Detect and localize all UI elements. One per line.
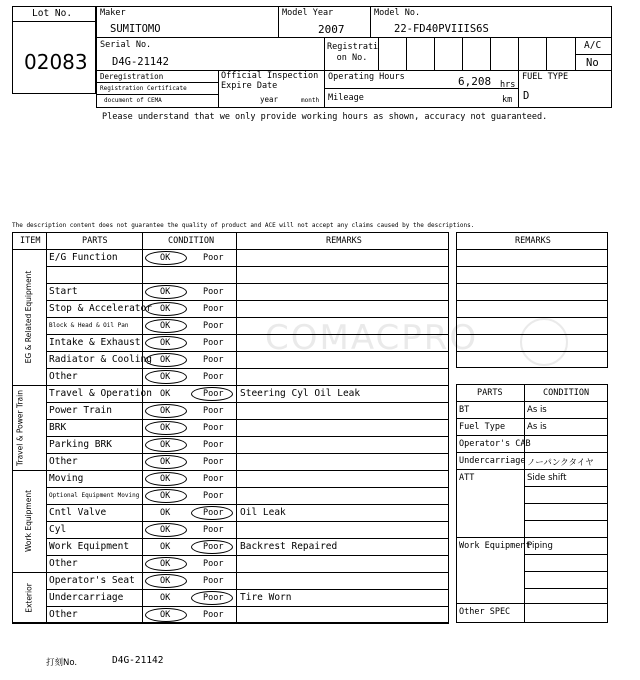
ok-label: OK — [160, 457, 171, 467]
ok-selected-circle — [145, 353, 187, 367]
spec-part-label: Undercarriage — [459, 456, 526, 466]
ok-selected-circle — [145, 489, 187, 503]
model-no-label: Model No. — [374, 8, 421, 18]
poor-label: Poor — [203, 525, 224, 535]
poor-label: Poor — [203, 406, 224, 416]
poor-label: Poor — [203, 287, 224, 297]
serial-label: Serial No. — [100, 40, 152, 50]
ok-label: OK — [160, 610, 171, 620]
ok-selected-circle — [145, 608, 187, 622]
ok-label: OK — [160, 372, 171, 382]
part-label: BRK — [49, 422, 67, 433]
operating-hours-value: 6,208 — [458, 75, 492, 88]
spec-condition-value: As is — [527, 405, 547, 415]
poor-label: Poor — [203, 508, 224, 518]
model-year-value: 2007 — [318, 23, 345, 36]
ok-label: OK — [160, 593, 171, 603]
part-label: Undercarriage — [49, 592, 124, 603]
ac-value: No — [586, 57, 599, 69]
disclaimer-text: The description content does not guarantee the quality of product and ACE will not accept any claims caused by the descriptions. — [12, 222, 475, 229]
poor-label: Poor — [203, 338, 224, 348]
remark-text: Oil Leak — [240, 507, 286, 518]
spec-part-label: ATT — [459, 473, 475, 483]
spec-part-label: Fuel Type — [459, 422, 506, 432]
ok-label: OK — [160, 491, 171, 501]
mileage-label: Mileage — [328, 93, 364, 103]
lot-label: Lot No. — [32, 8, 73, 19]
km-unit: km — [502, 95, 513, 105]
maker-value: SUMITOMO — [110, 23, 161, 35]
ok-label: OK — [160, 287, 171, 297]
poor-label: Poor — [203, 389, 224, 399]
part-label: Cntl Valve — [49, 507, 107, 518]
spec-condition-value: As is — [527, 422, 547, 432]
model-year-label: Model Year — [282, 8, 334, 18]
spec-condition-value: Side shift — [527, 473, 567, 483]
spec-part-label: Other SPEC — [459, 607, 511, 617]
stamp-value: D4G-21142 — [112, 655, 164, 666]
ok-selected-circle — [145, 251, 187, 265]
part-label: Moving — [49, 473, 84, 484]
poor-label: Poor — [203, 576, 224, 586]
parts-header: PARTS — [82, 236, 108, 246]
poor-label: Poor — [203, 423, 224, 433]
part-label: Other — [49, 609, 78, 620]
poor-label: Poor — [203, 474, 224, 484]
ok-label: OK — [160, 559, 171, 569]
spec-condition-value: ノーパンクタイヤ — [527, 458, 594, 468]
poor-label: Poor — [203, 542, 224, 552]
ok-selected-circle — [145, 574, 187, 588]
ok-label: OK — [160, 338, 171, 348]
ok-selected-circle — [145, 336, 187, 350]
part-label: Cyl — [49, 524, 67, 535]
ok-selected-circle — [145, 472, 187, 486]
part-label: Other — [49, 456, 78, 467]
poor-selected-circle — [191, 506, 233, 520]
ok-label: OK — [160, 542, 171, 552]
ok-selected-circle — [145, 455, 187, 469]
part-label: Work Equipment — [49, 541, 130, 552]
poor-label: Poor — [203, 355, 224, 365]
ok-label: OK — [160, 253, 171, 263]
right-condition-header: CONDITION — [543, 388, 590, 398]
ok-label: OK — [160, 525, 171, 535]
item-header: ITEM — [20, 236, 41, 246]
month-label: month — [301, 97, 320, 104]
poor-label: Poor — [203, 593, 224, 603]
registration-label: Registrati on No. — [327, 42, 379, 63]
part-label: E/G Function — [49, 252, 118, 263]
group-label: Travel & Power Train — [15, 389, 24, 466]
part-label: Radiator & Cooling — [49, 354, 152, 365]
cema-label: document of CEMA — [104, 97, 162, 104]
poor-label: Poor — [203, 304, 224, 314]
remark-text: Backrest Repaired — [240, 541, 338, 552]
poor-label: Poor — [203, 440, 224, 450]
spec-part-label: Work Equipment — [459, 541, 531, 551]
part-label: Operator's Seat — [49, 575, 135, 586]
fuel-type-label: FUEL TYPE — [522, 72, 569, 82]
ok-selected-circle — [145, 302, 187, 316]
poor-label: Poor — [203, 610, 224, 620]
right-parts-header: PARTS — [477, 388, 503, 398]
part-label: Optional Equipment Moving — [49, 492, 140, 499]
ok-label: OK — [160, 576, 171, 586]
part-label: Parking BRK — [49, 439, 112, 450]
hrs-unit: hrs — [500, 80, 516, 90]
remarks-header: REMARKS — [326, 236, 362, 246]
ok-selected-circle — [145, 421, 187, 435]
poor-label: Poor — [203, 559, 224, 569]
part-label: Start — [49, 286, 78, 297]
ok-label: OK — [160, 423, 171, 433]
remark-text: Steering Cyl Oil Leak — [240, 388, 361, 399]
ok-label: OK — [160, 406, 171, 416]
ok-label: OK — [160, 321, 171, 331]
poor-label: Poor — [203, 372, 224, 382]
poor-label: Poor — [203, 253, 224, 263]
ok-selected-circle — [145, 285, 187, 299]
part-label: Block & Head & Oil Pan — [49, 322, 129, 329]
ok-label: OK — [160, 508, 171, 518]
spec-part-label: Operator's CAB — [459, 439, 531, 449]
ok-label: OK — [160, 474, 171, 484]
ok-label: OK — [160, 304, 171, 314]
operating-hours-label: Operating Hours — [328, 72, 405, 82]
year-label: year — [260, 95, 279, 104]
part-label: Power Train — [49, 405, 112, 416]
ok-label: OK — [160, 440, 171, 450]
poor-label: Poor — [203, 491, 224, 501]
ok-selected-circle — [145, 523, 187, 537]
model-no-value: 22-FD40PVIIIS6S — [394, 23, 489, 35]
part-label: Travel & Operation — [49, 388, 152, 399]
ok-selected-circle — [145, 404, 187, 418]
poor-selected-circle — [191, 387, 233, 401]
fuel-type-value: D — [523, 90, 530, 102]
poor-label: Poor — [203, 457, 224, 467]
condition-header: CONDITION — [168, 236, 215, 246]
ok-label: OK — [160, 355, 171, 365]
poor-selected-circle — [191, 540, 233, 554]
registration-certificate-label: Registration Certificate — [100, 85, 187, 92]
poor-selected-circle — [191, 591, 233, 605]
ok-selected-circle — [145, 319, 187, 333]
group-label: Work Equipment — [24, 489, 33, 553]
ok-label: OK — [160, 389, 171, 399]
deregistration-label: Deregistration — [100, 72, 164, 81]
stamp-label: 打刻No. — [46, 658, 78, 668]
part-label: Other — [49, 371, 78, 382]
lot-number: 02083 — [24, 50, 88, 74]
notice-text: Please understand that we only provide working hours as shown, accuracy not guaranteed. — [102, 112, 548, 122]
spec-part-label: BT — [459, 405, 470, 415]
spec-condition-value: Piping — [527, 541, 553, 551]
group-label: Exterior — [24, 582, 33, 613]
remark-text: Tire Worn — [240, 592, 292, 603]
group-label: EG & Related Equipment — [24, 270, 33, 364]
part-label: Intake & Exhaust — [49, 337, 141, 348]
ok-selected-circle — [145, 370, 187, 384]
ok-selected-circle — [145, 557, 187, 571]
serial-value: D4G-21142 — [112, 56, 169, 68]
part-label: Stop & Accelerator — [49, 303, 152, 314]
inspection-label: Official Inspection Expire Date — [221, 71, 319, 91]
maker-label: Maker — [100, 8, 126, 18]
right-remarks-header: REMARKS — [515, 236, 551, 246]
ac-label: A/C — [584, 40, 602, 51]
watermark: COMACPRO — [265, 318, 479, 358]
ok-selected-circle — [145, 438, 187, 452]
part-label: Other — [49, 558, 78, 569]
poor-label: Poor — [203, 321, 224, 331]
